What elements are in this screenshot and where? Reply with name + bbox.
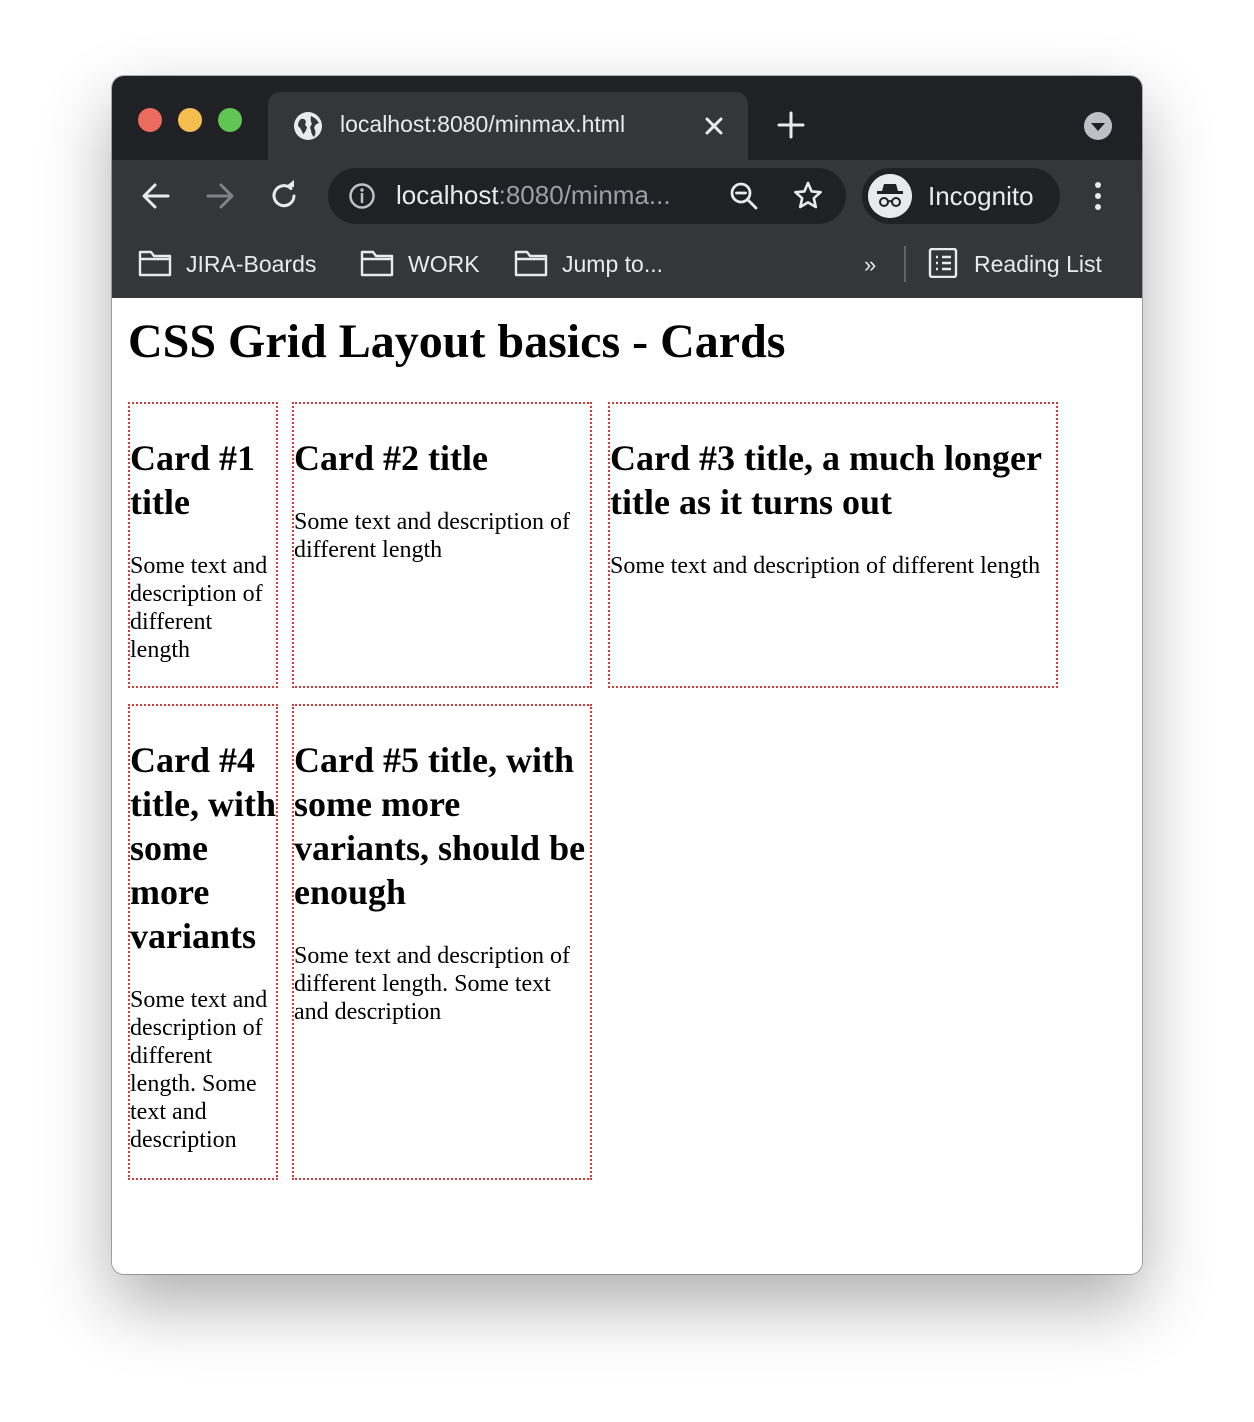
card-2 <box>292 402 592 688</box>
card-5 <box>292 704 592 1180</box>
active-tab[interactable] <box>268 92 748 160</box>
url-text[interactable] <box>396 180 726 211</box>
folder-icon <box>514 248 548 278</box>
bookmark-label: WORK <box>408 251 480 277</box>
reading-list-button[interactable] <box>926 244 1136 284</box>
bookmark-label: Jump to... <box>562 251 663 277</box>
page-title: CSS Grid Layout basics - Cards <box>128 315 786 368</box>
card-title: Card #3 title, a much longer title as it turns out <box>610 438 1042 522</box>
bookmarks-overflow-button[interactable]: » <box>864 252 877 277</box>
bookmarks-bar <box>112 232 1142 299</box>
incognito-profile-button[interactable] <box>862 168 1060 224</box>
zoom-out-icon[interactable] <box>728 180 760 212</box>
card-text: Some text and description of different length <box>130 553 268 663</box>
card-title: Card #5 title, with some more variants, should be enough <box>294 740 586 912</box>
folder-icon <box>138 248 172 278</box>
card-4 <box>128 704 278 1180</box>
close-window-button[interactable] <box>138 108 162 132</box>
bookmark-label: JIRA-Boards <box>186 251 317 277</box>
card-text: Some text and description of different length <box>610 553 1041 579</box>
reading-list-icon <box>926 248 960 278</box>
minimize-window-button[interactable] <box>178 108 202 132</box>
incognito-label: Incognito <box>928 181 1034 211</box>
tab-strip <box>112 76 1142 160</box>
card-title: Card #1 title <box>130 438 255 522</box>
globe-icon <box>292 110 324 142</box>
bookmarks-divider <box>904 246 906 282</box>
forward-icon[interactable] <box>202 178 238 214</box>
card-text: Some text and description of different length. Some text and description <box>130 987 268 1153</box>
back-icon[interactable] <box>138 178 174 214</box>
incognito-icon <box>868 174 912 218</box>
bookmark-star-icon[interactable] <box>792 180 824 212</box>
toolbar <box>112 160 1142 232</box>
card-text: Some text and description of different length. Some text and description <box>294 943 570 1025</box>
tab-search-icon[interactable] <box>1082 110 1114 142</box>
card-text: Some text and description of different length <box>294 509 570 563</box>
new-tab-icon[interactable] <box>776 110 806 140</box>
reload-icon[interactable] <box>266 178 302 214</box>
info-icon[interactable] <box>348 182 376 210</box>
tab-title: localhost:8080/minmax.html <box>340 111 626 137</box>
card-title: Card #2 title <box>294 438 488 478</box>
card-3 <box>608 402 1058 688</box>
address-bar[interactable] <box>328 168 846 224</box>
maximize-window-button[interactable] <box>218 108 242 132</box>
browser-window <box>112 76 1142 1274</box>
folder-icon <box>360 248 394 278</box>
close-tab-icon[interactable] <box>702 114 726 138</box>
reading-list-label: Reading List <box>974 251 1102 277</box>
card-title: Card #4 title, with some more variants <box>130 740 276 956</box>
url-path: :8080/minma... <box>498 180 671 210</box>
kebab-menu-icon[interactable] <box>1080 178 1116 214</box>
card-1 <box>128 402 278 688</box>
page-content <box>112 298 1142 1274</box>
url-host: localhost <box>396 180 499 210</box>
